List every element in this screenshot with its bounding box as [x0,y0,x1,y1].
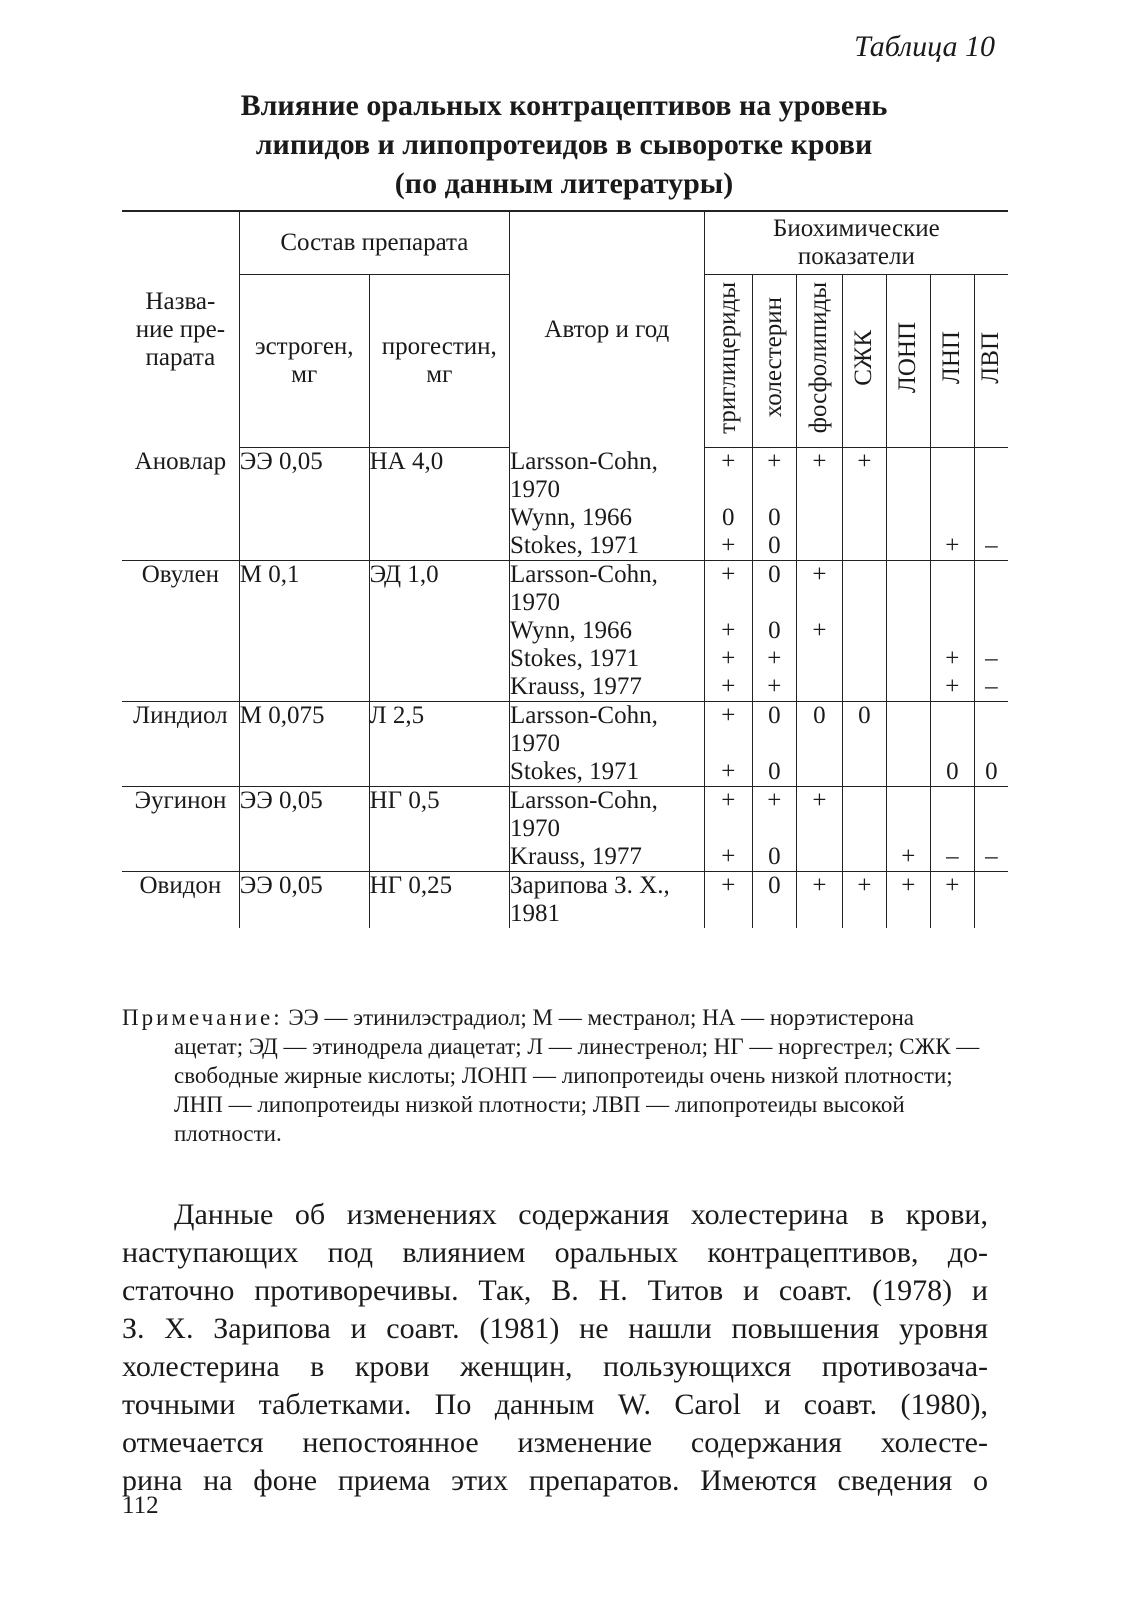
indicator-mark: + [901,843,916,870]
indicator-mark: 0 [768,617,781,644]
indicator-mark [843,532,886,560]
indicator-mark: + [945,645,960,672]
drug-name: Эугинон [122,787,239,872]
indicator-cell [974,561,1008,702]
header-composition: Состав препарата [239,211,509,275]
author-year: Зарипова З. Х., 1981 [509,872,704,929]
header-indicator: фосфолипиды [796,275,842,448]
indicator-mark: 0 [768,843,781,870]
indicator-mark: + [721,872,736,899]
indicator-mark [931,504,974,532]
indicator-mark [843,561,886,589]
indicator-mark [705,900,752,928]
title-line: Влияние оральных контрацептивов на уровень [240,89,888,122]
indicator-mark [843,589,886,617]
estrogen-dose: М 0,075 [239,702,369,787]
indicator-mark: 0 [858,702,871,729]
indicator-mark: 0 [813,702,826,729]
indicator-mark [797,815,842,843]
indicator-mark: + [767,673,782,700]
indicator-mark [753,815,796,843]
indicator-mark: 0 [985,758,998,785]
table-label: Таблица 10 [854,30,995,63]
indicator-cell [752,787,796,872]
text-line: Данные об изменениях содержания холестерина в крови, [174,1198,988,1231]
text-line: З. Х. Зарипова и соавт. (1981) не нашли повышения уровня [122,1312,988,1345]
indicator-cell [974,702,1008,787]
progestin-dose: НГ 0,25 [369,872,509,929]
indicator-mark: + [721,787,736,814]
title-line: (по данным литературы) [394,167,734,200]
indicator-mark [975,872,1008,900]
indicator-mark [843,645,886,673]
progestin-dose: Л 2,5 [369,702,509,787]
indicator-mark [843,673,886,701]
indicator-cell [796,787,842,872]
indicator-mark [887,448,930,476]
indicator-cell [930,561,974,702]
indicator-mark [797,758,842,786]
text-line: отмечается непостоянное изменение содержания холесте- [122,1426,988,1459]
indicator-mark: 0 [768,702,781,729]
indicator-cell [704,448,752,561]
text-line: рина на фоне приема этих препаратов. Имеются сведения о [122,1464,988,1497]
indicator-mark: + [857,872,872,899]
indicator-mark [705,476,752,504]
indicator-mark [843,900,886,928]
indicator-mark: + [945,872,960,899]
indicator-mark [931,900,974,928]
estrogen-dose: М 0,1 [239,561,369,702]
indicator-cell [886,561,930,702]
indicator-cell [752,872,796,929]
indicator-mark [887,730,930,758]
indicator-mark [975,787,1008,815]
indicator-cell [930,787,974,872]
indicator-mark [753,900,796,928]
indicator-mark: 0 [768,532,781,559]
indicator-mark: + [812,617,827,644]
indicator-cell [930,702,974,787]
indicator-mark [797,504,842,532]
header-indicator: холестерин [752,275,796,448]
indicator-mark: 0 [946,758,959,785]
indicator-mark: + [721,758,736,785]
estrogen-dose: ЭЭ 0,05 [239,787,369,872]
indicator-mark: 0 [768,504,781,531]
indicator-mark: + [945,673,960,700]
indicator-mark [931,702,974,730]
indicator-mark: – [985,673,998,700]
title-line: липидов и липопротеидов в сыворотке крови [255,128,873,161]
indicator-mark [843,504,886,532]
indicator-cell [704,787,752,872]
indicator-mark [975,617,1008,645]
indicator-mark: – [985,532,998,559]
table-row [122,561,1008,702]
indicator-mark [931,589,974,617]
indicator-mark [887,589,930,617]
indicator-mark [975,589,1008,617]
indicator-mark [931,448,974,476]
estrogen-dose: ЭЭ 0,05 [239,872,369,929]
indicator-mark: + [721,645,736,672]
page-number: 112 [122,1492,159,1519]
indicator-mark [843,476,886,504]
indicator-mark [753,589,796,617]
indicator-mark: + [812,787,827,814]
indicator-mark [887,645,930,673]
indicator-mark: + [945,532,960,559]
indicator-mark: + [721,532,736,559]
main-text [122,1196,988,1500]
indicator-mark: + [857,448,872,475]
indicator-mark [887,561,930,589]
note-text: ЭЭ — этинилэстрадиол; М — местранол; НА — норэтистерона ацетат; ЭД — этинодрела диацетат; Л — линестренол; НГ — норгестрел; СЖК — свободные жирные кислоты; ЛОНП — липопротеиды очень низкой плотности; ЛНП — липопротеиды низкой плотности; ЛВП — липопротеиды высокой плотности. [174,1005,980,1146]
drug-name: Ановлар [122,448,239,561]
table-row [122,448,1008,561]
indicator-cell [886,872,930,929]
header-indicator: ЛВП [974,275,1008,448]
indicator-mark [705,730,752,758]
indicator-cell [886,448,930,561]
author-year: Larsson-Cohn, 1970 Stokes, 1971 [509,702,704,787]
indicator-cell [974,872,1008,929]
indicator-mark: 0 [722,504,735,531]
drug-name: Овулен [122,561,239,702]
table-row [122,702,1008,787]
indicator-cell [796,702,842,787]
indicator-mark [975,900,1008,928]
author-year: Larsson-Cohn, 1970 Krauss, 1977 [509,787,704,872]
indicator-mark: + [812,561,827,588]
indicator-mark: + [767,448,782,475]
indicator-mark [887,702,930,730]
indicator-cell [796,561,842,702]
indicator-mark [975,476,1008,504]
indicator-mark [931,617,974,645]
indicator-mark [705,815,752,843]
indicator-mark [887,673,930,701]
author-year: Larsson-Cohn, 1970 Wynn, 1966 Stokes, 1971 Krauss, 1977 [509,561,704,702]
indicator-mark [797,673,842,701]
indicator-mark [887,900,930,928]
indicator-mark [931,730,974,758]
indicator-mark [797,900,842,928]
indicator-cell [842,787,886,872]
estrogen-dose: ЭЭ 0,05 [239,448,369,561]
indicator-mark: + [812,448,827,475]
indicator-cell [704,872,752,929]
indicator-mark [797,843,842,871]
drug-name: Овидон [122,872,239,929]
indicator-cell [704,561,752,702]
indicator-mark: 0 [768,561,781,588]
table-row [122,872,1008,929]
indicator-mark [887,476,930,504]
table-title [120,86,1008,203]
header-indicator: ЛОНП [886,275,930,448]
indicator-mark [975,730,1008,758]
indicator-mark [975,448,1008,476]
indicator-mark: + [721,448,736,475]
indicator-mark [931,787,974,815]
header-estrogen: эстроген, мг [239,275,369,448]
indicator-mark [887,758,930,786]
indicator-mark: + [767,787,782,814]
indicator-mark [931,561,974,589]
indicator-cell [796,448,842,561]
indicator-cell [974,787,1008,872]
note-label: Примечание: [122,1005,283,1030]
indicator-mark: + [721,673,736,700]
indicator-mark [797,730,842,758]
indicator-cell [842,872,886,929]
indicator-cell [842,702,886,787]
indicator-mark [975,702,1008,730]
header-indicator: триглицериды [704,275,752,448]
indicator-mark [975,815,1008,843]
indicator-mark [843,843,886,871]
header-name: Назва- ние пре- парата [122,211,239,448]
indicator-mark [931,815,974,843]
indicator-mark: 0 [768,758,781,785]
indicator-mark [975,504,1008,532]
indicator-mark: – [985,843,998,870]
indicator-mark: 0 [768,872,781,899]
header-indicator: СЖК [842,275,886,448]
header-author: Автор и год [509,211,704,448]
indicator-cell [842,448,886,561]
author-year: Larsson-Cohn, 1970 Wynn, 1966 Stokes, 1971 [509,448,704,561]
text-line: статочно противоречивы. Так, В. Н. Титов и соавт. (1978) и [122,1274,988,1307]
indicator-mark [975,561,1008,589]
indicator-cell [886,702,930,787]
indicator-cell [842,561,886,702]
indicator-mark: + [721,843,736,870]
text-line: холестерина в крови женщин, пользующихся противозача- [122,1350,988,1383]
indicator-mark: + [721,561,736,588]
indicator-cell [752,448,796,561]
indicator-mark: – [985,645,998,672]
indicator-mark [843,815,886,843]
indicator-mark [887,787,930,815]
indicator-mark [753,730,796,758]
text-line: точными таблетками. По данным W. Carol и соавт. (1980), [122,1388,988,1421]
indicator-mark: + [721,702,736,729]
indicator-cell [704,702,752,787]
indicator-cell [886,787,930,872]
indicator-mark [843,730,886,758]
indicator-mark [843,758,886,786]
indicator-cell [752,702,796,787]
indicator-mark [887,504,930,532]
table-note [122,1003,988,1148]
indicator-mark [843,787,886,815]
indicator-mark [705,589,752,617]
indicator-mark [887,617,930,645]
indicator-mark: + [721,617,736,644]
indicator-mark [797,476,842,504]
indicator-mark: – [946,843,959,870]
indicator-cell [752,561,796,702]
indicator-cell [930,448,974,561]
indicator-cell [930,872,974,929]
indicator-mark [797,645,842,673]
indicator-mark [887,815,930,843]
indicator-cell [796,872,842,929]
indicator-mark: + [767,645,782,672]
indicator-mark: + [812,872,827,899]
indicator-mark [931,476,974,504]
text-line: наступающих под влиянием оральных контрацептивов, до- [122,1236,988,1269]
progestin-dose: НГ 0,5 [369,787,509,872]
indicator-cell [974,448,1008,561]
indicator-mark [797,589,842,617]
data-table [122,210,1008,928]
indicator-mark: + [901,872,916,899]
indicator-mark [753,476,796,504]
indicator-mark [797,532,842,560]
progestin-dose: НА 4,0 [369,448,509,561]
table-row [122,787,1008,872]
header-indicator: ЛНП [930,275,974,448]
header-progestin: прогестин, мг [369,275,509,448]
indicator-mark [843,617,886,645]
progestin-dose: ЭД 1,0 [369,561,509,702]
indicator-mark [887,532,930,560]
drug-name: Линдиол [122,702,239,787]
header-biochem: Биохимические показатели [704,211,1008,275]
